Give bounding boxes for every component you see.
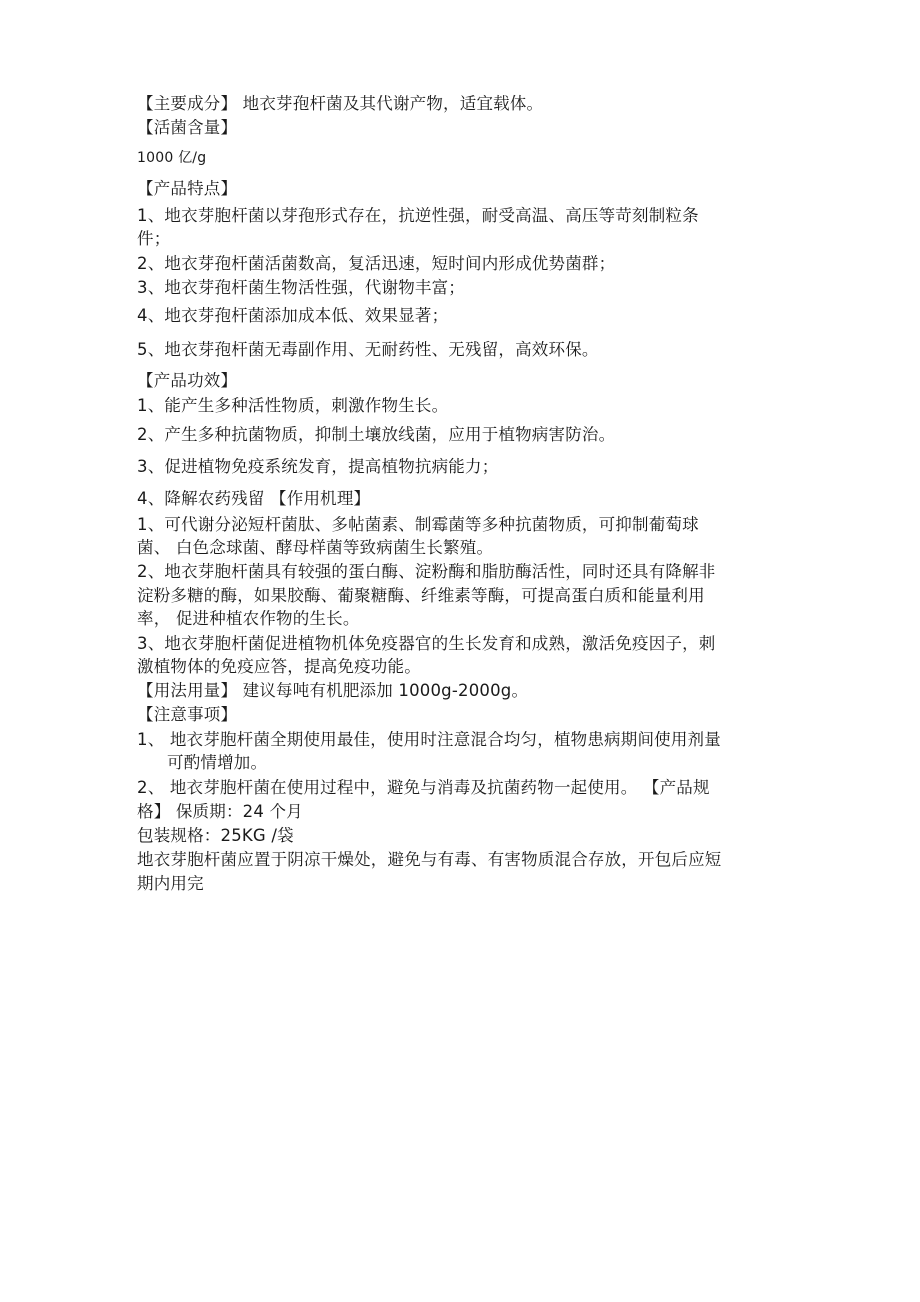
mechanism-3: 3、地衣芽胞杆菌促进植物机体免疫器官的生长发育和成熟，激活免疫因子，刺 [137,634,716,653]
feature-1-cont: 件； [137,229,171,248]
packaging-spec: 包装规格：25KG /袋 [137,826,294,845]
storage-line: 地衣芽胞杆菌应置于阴凉干燥处，避免与有毒、有害物质混合存放，开包后应短 [137,850,722,869]
feature-3: 3、地衣芽孢杆菌生物活性强，代谢物丰富； [137,278,465,297]
main-ingredients-line: 【主要成分】 地衣芽孢杆菌及其代谢产物，适宜载体。 [137,94,544,113]
mechanism-1: 1、可代谢分泌短杆菌肽、多帖菌素、制霉菌等多种抗菌物质，可抑制葡萄球 [137,515,699,534]
feature-1: 1、地衣芽胞杆菌以芽孢形式存在，抗逆性强，耐受高温、高压等苛刻制粒条 [137,206,699,225]
efficacy-4-mechanism-heading: 4、降解农药残留 【作用机理】 [137,489,371,508]
efficacy-2: 2、产生多种抗菌物质，抑制土壤放线菌，应用于植物病害防治。 [137,425,616,444]
mechanism-2: 2、地衣芽胞杆菌具有较强的蛋白酶、淀粉酶和脂肪酶活性，同时还具有降解非 [137,562,716,581]
feature-2: 2、地衣芽孢杆菌活菌数高，复活迅速，短时间内形成优势菌群； [137,254,616,273]
efficacy-1: 1、能产生多种活性物质，刺激作物生长。 [137,396,449,415]
storage-line-cont: 期内用完 [137,874,204,893]
usage-line: 【用法用量】 建议每吨有机肥添加 1000g-2000g。 [137,681,529,700]
live-bacteria-heading: 【活菌含量】 [137,118,238,137]
feature-4: 4、地衣芽孢杆菌添加成本低、效果显著； [137,306,449,325]
efficacy-heading: 【产品功效】 [137,371,238,390]
precaution-1: 1、 地衣芽胞杆菌全期使用最佳，使用时注意混合均匀，植物患病期间使用剂量 [137,730,721,749]
feature-5: 5、地衣芽孢杆菌无毒副作用、无耐药性、无残留，高效环保。 [137,340,599,359]
precaution-2: 2、 地衣芽胞杆菌在使用过程中，避免与消毒及抗菌药物一起使用。 【产品规 [137,778,710,797]
mechanism-2-end: 率， 促进种植农作物的生长。 [137,609,360,628]
precaution-1-cont: 可酌情增加。 [167,753,268,772]
mechanism-3-cont: 激植物体的免疫应答，提高免疫功能。 [137,657,421,676]
precautions-heading: 【注意事项】 [137,705,238,724]
features-heading: 【产品特点】 [137,179,238,198]
mechanism-2-cont: 淀粉多糖的酶，如果胶酶、葡聚糖酶、纤维素等酶，可提高蛋白质和能量利用 [137,586,705,605]
live-bacteria-value: 1000 亿/g [137,150,207,166]
spec-shelf-life: 格】 保质期：24 个月 [137,802,303,821]
efficacy-3: 3、促进植物免疫系统发育，提高植物抗病能力； [137,457,499,476]
mechanism-1-cont: 菌、 白色念球菌、酵母样菌等致病菌生长繁殖。 [137,538,494,557]
